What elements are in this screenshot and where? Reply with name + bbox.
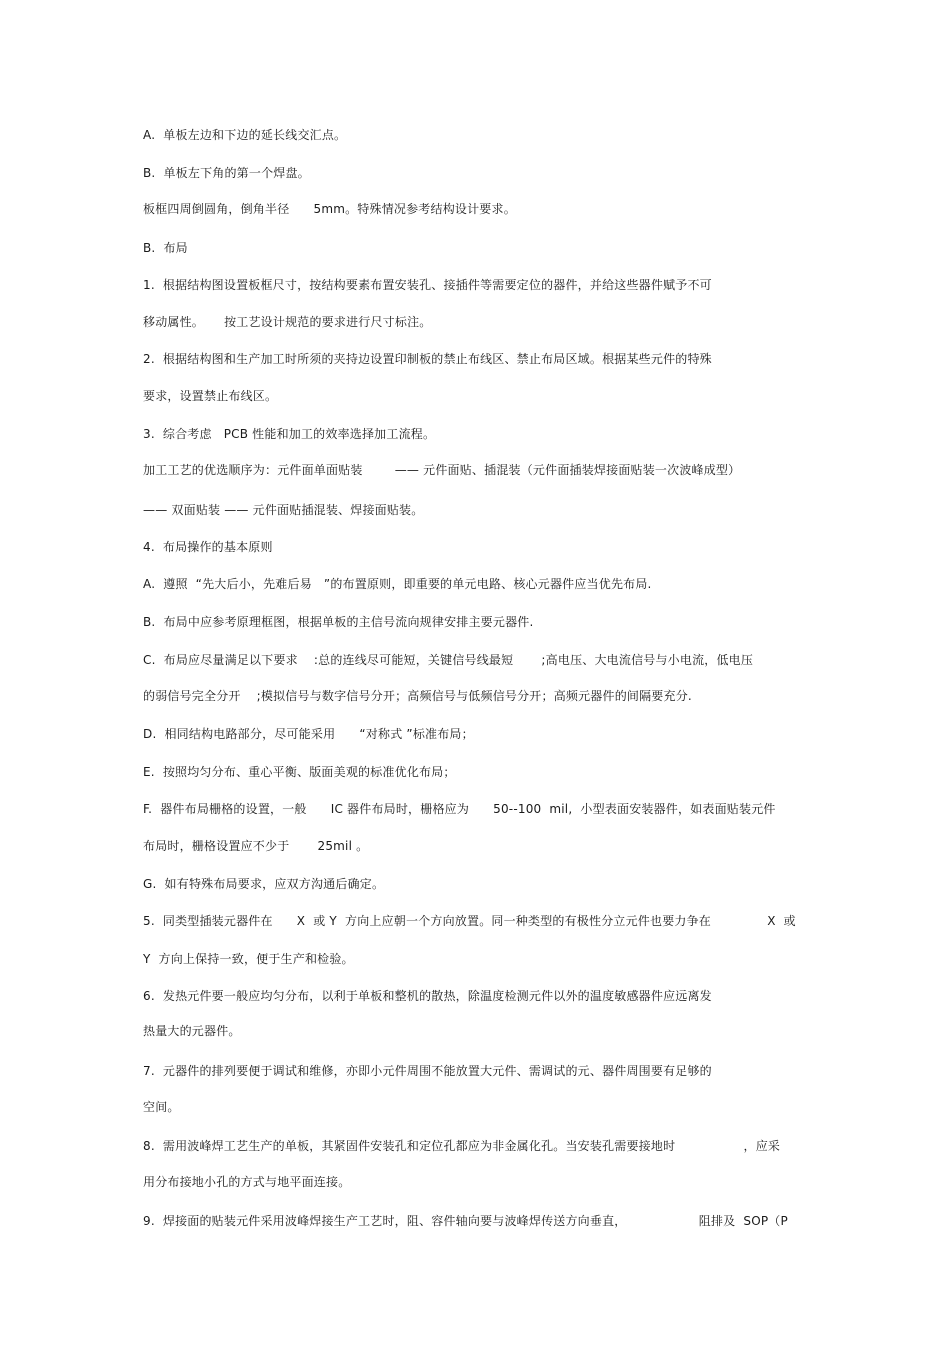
text-line: 6. 发热元件要一般应均匀分布，以利于单板和整机的散热，除温度检测元件以外的温度敏感器件应远离发 [143,989,712,1003]
text-line: Y 方向上保持一致，便于生产和检验。 [143,952,354,966]
text-line: B. 布局中应参考原理框图，根据单板的主信号流向规律安排主要元器件. [143,615,534,629]
text-line: 8. 需用波峰焊工艺生产的单板，其紧固件安装孔和定位孔都应为非金属化孔。当安装孔需要接地时 ，应采 [143,1139,781,1153]
text-line: B. 单板左下角的第一个焊盘。 [143,166,310,180]
text-line: 用分布接地小孔的方式与地平面连接。 [143,1175,351,1189]
text-line: 要求，设置禁止布线区。 [143,389,278,403]
text-line: 空间。 [143,1100,180,1114]
text-line: 移动属性。 按工艺设计规范的要求进行尺寸标注。 [143,315,432,329]
text-line: E. 按照均匀分布、重心平衡、版面美观的标准优化布局； [143,765,456,779]
text-line: A. 遵照 “先大后小，先难后易 ”的布置原则，即重要的单元电路、核心元器件应当优先布局. [143,577,652,591]
text-line: A. 单板左边和下边的延长线交汇点。 [143,128,347,142]
text-line: G. 如有特殊布局要求，应双方沟通后确定。 [143,877,385,891]
text-line: —— 双面贴装 —— 元件面贴插混装、焊接面贴装。 [143,503,424,517]
text-line: F. 器件布局栅格的设置，一般 IC 器件布局时，栅格应为 50--100 mil, 小型表面安装器件，如表面贴装元件 [143,802,776,816]
text-line: 9. 焊接面的贴装元件采用波峰焊接生产工艺时，阻、容件轴向要与波峰焊传送方向垂直， 阻排及 SOP（P [143,1214,788,1228]
text-line: B. 布局 [143,241,188,255]
text-line: 3. 综合考虑 PCB 性能和加工的效率选择加工流程。 [143,427,436,441]
text-line: 4. 布局操作的基本原则 [143,540,273,554]
text-line: 板框四周倒圆角，倒角半径 5mm。特殊情况参考结构设计要求。 [143,202,516,216]
text-line: C. 布局应尽量满足以下要求 :总的连线尽可能短，关键信号线最短 ;高电压、大电流信号与小电流，低电压 [143,653,754,667]
text-line: 1. 根据结构图设置板框尺寸，按结构要素布置安装孔、接插件等需要定位的器件，并给这些器件赋予不可 [143,278,712,292]
text-line: 热量大的元器件。 [143,1024,241,1038]
text-line: 加工工艺的优选顺序为：元件面单面贴装 —— 元件面贴、插混装（元件面插装焊接面贴装一次波峰成型） [143,463,741,477]
text-line: 布局时，栅格设置应不少于 25mil 。 [143,839,369,853]
text-line: D. 相同结构电路部分，尽可能采用 “对称式 ”标准布局； [143,727,474,741]
text-line: 2. 根据结构图和生产加工时所须的夹持边设置印制板的禁止布线区、禁止布局区域。根据某些元件的特殊 [143,352,712,366]
text-line: 7. 元器件的排列要便于调试和维修，亦即小元件周围不能放置大元件、需调试的元、器件周围要有足够的 [143,1064,712,1078]
text-line: 5. 同类型插装元器件在 X 或 Y 方向上应朝一个方向放置。同一种类型的有极性分立元件也要力争在 X 或 [143,914,796,928]
text-line: 的弱信号完全分开 ;模拟信号与数字信号分开；高频信号与低频信号分开；高频元器件的间隔要充分. [143,689,692,703]
